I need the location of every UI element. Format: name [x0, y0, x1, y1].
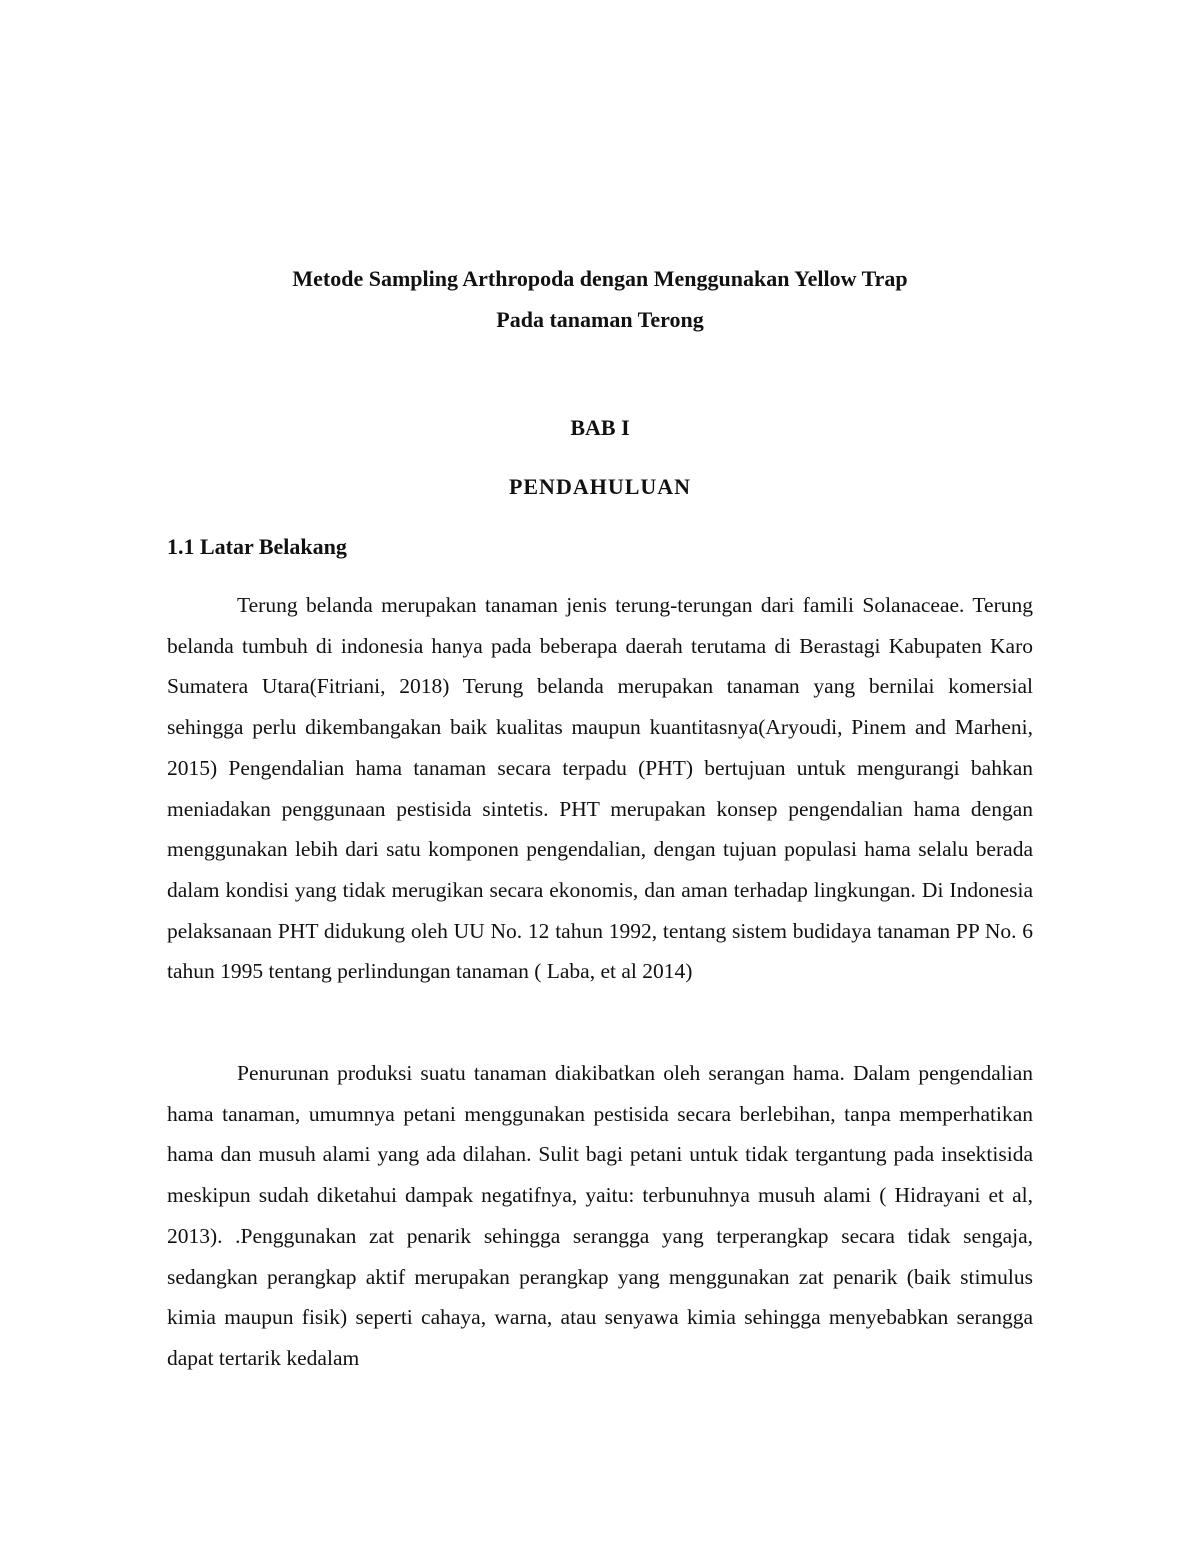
document-title-line-2: Pada tanaman Terong [496, 307, 704, 332]
body-paragraph-1: Terung belanda merupakan tanaman jenis terung-terungan dari famili Solanaceae. Terung belanda tumbuh di indonesia hanya pada beberapa daerah terutama di Berastagi Kabupaten Karo Sumatera Utara(Fitriani, 2018) Terung belanda merupakan tanaman yang bernilai komersial sehingga perlu dikembangakan baik kualitas maupun kuantitasnya(Aryoudi, Pinem and Marheni, 2015) Pengendalian hama tanaman secara terpadu (PHT) bertujuan untuk mengurangi bahkan meniadakan penggunaan pestisida sintetis. PHT merupakan konsep pengendalian hama dengan menggunakan lebih dari satu komponen pengendalian, dengan tujuan populasi hama selalu berada dalam kondisi yang tidak merugikan secara ekonomis, dan aman terhadap lingkungan. Di Indonesia pelaksanaan PHT didukung oleh UU No. 12 tahun 1992, tentang sistem budidaya tanaman PP No. 6 tahun 1995 tentang perlindungan tanaman ( Laba, et al 2014) [167, 593, 1033, 984]
section-heading: 1.1 Latar Belakang [167, 534, 347, 559]
document-title-line-1: Metode Sampling Arthropoda dengan Menggunakan Yellow Trap [292, 266, 908, 291]
chapter-title: PENDAHULUAN [508, 474, 692, 499]
chapter-number: BAB I [570, 415, 630, 440]
body-paragraph-2: Penurunan produksi suatu tanaman diakibatkan oleh serangan hama. Dalam pengendalian hama tanaman, umumnya petani menggunakan pestisida secara berlebihan, tanpa memperhatikan hama dan musuh alami yang ada dilahan. Sulit bagi petani untuk tidak tergantung pada insektisida meskipun sudah diketahui dampak negatifnya, yaitu: terbunuhnya musuh alami ( Hidrayani et al, 2013). .Penggunakan zat penarik sehingga serangga yang terperangkap secara tidak sengaja, sedangkan perangkap aktif merupakan perangkap yang menggunakan zat penarik (baik stimulus kimia maupun fisik) seperti cahaya, warna, atau senyawa kimia sehingga menyebabkan serangga dapat tertarik kedalam [167, 1061, 1033, 1370]
